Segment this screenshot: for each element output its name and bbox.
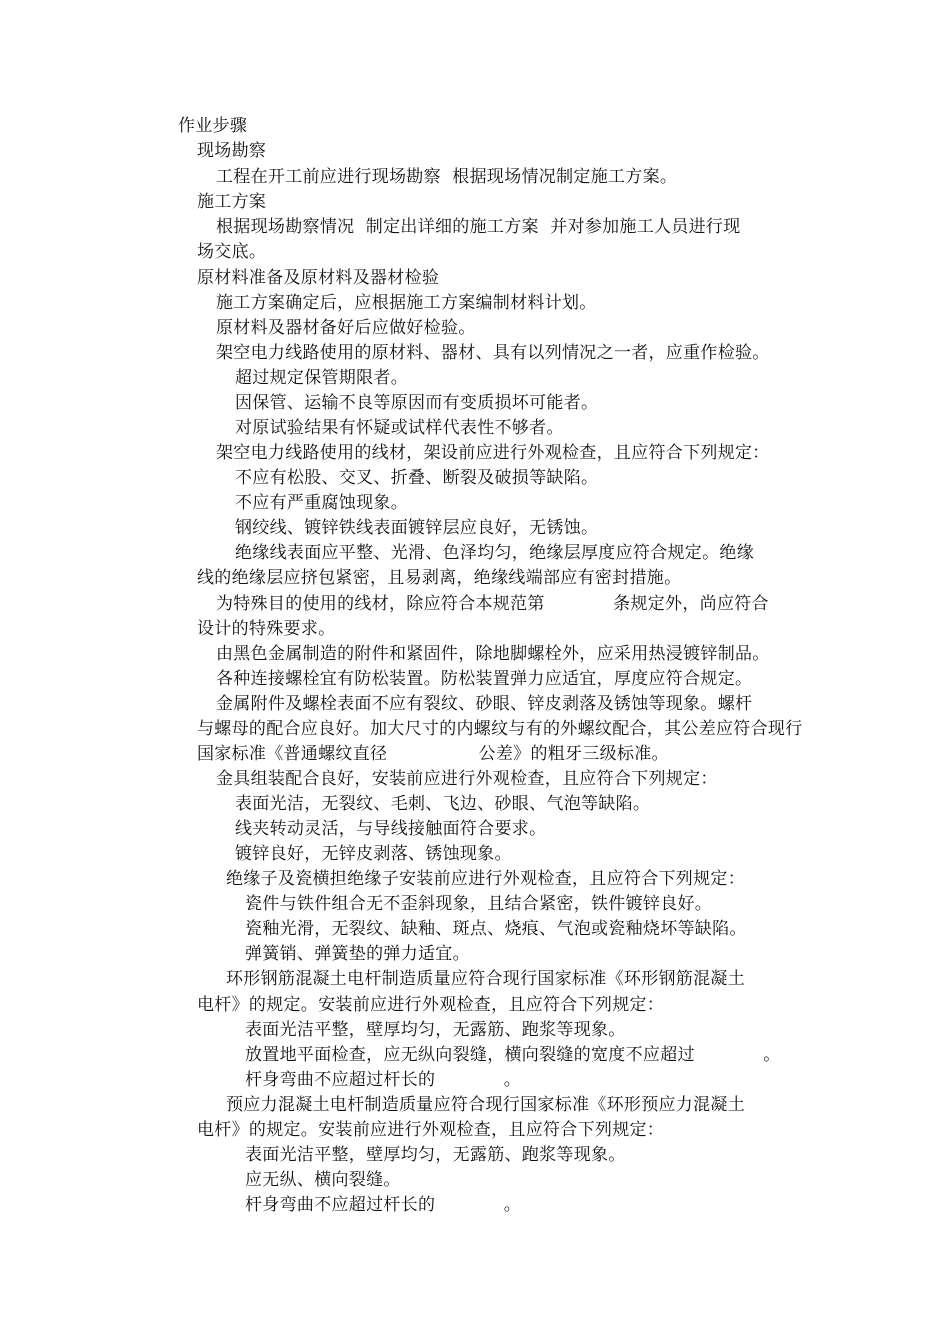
paragraph-line: 场交底。 <box>197 242 267 262</box>
list-item: 应无纵、横向裂缝。 <box>245 1170 401 1190</box>
paragraph-line: 国家标准《普通螺纹直径 公差》的粗牙三级标准。 <box>197 744 669 764</box>
list-item: 表面光洁，无裂纹、毛刺、飞边、砂眼、气泡等缺陷。 <box>235 794 651 814</box>
list-item: 放置地平面检查，应无纵向裂缝，横向裂缝的宽度不应超过 。 <box>245 1045 781 1065</box>
heading-construction-plan: 施工方案 <box>197 192 267 212</box>
paragraph-line: 线的绝缘层应挤包紧密，且易剥离，绝缘线端部应有密封措施。 <box>197 568 682 588</box>
paragraph-line: 环形钢筋混凝土电杆制造质量应符合现行国家标准《环形钢筋混凝土 <box>226 969 745 989</box>
list-item: 弹簧销、弹簧垫的弹力适宜。 <box>245 944 470 964</box>
paragraph-line: 架空电力线路使用的线材，架设前应进行外观检查，且应符合下列规定： <box>216 443 770 463</box>
list-item: 不应有松股、交叉、折叠、断裂及破损等缺陷。 <box>235 468 599 488</box>
paragraph-line: 设计的特殊要求。 <box>197 619 336 639</box>
list-item: 对原试验结果有怀疑或试样代表性不够者。 <box>235 418 564 438</box>
paragraph-line: 电杆》的规定。安装前应进行外观检查，且应符合下列规定： <box>197 1120 665 1140</box>
list-item: 不应有严重腐蚀现象。 <box>235 493 408 513</box>
list-item: 镀锌良好，无锌皮剥落、锈蚀现象。 <box>235 844 512 864</box>
list-item: 瓷釉光滑，无裂纹、缺釉、斑点、烧痕、气泡或瓷釉烧坏等缺陷。 <box>245 919 747 939</box>
paragraph-line: 架空电力线路使用的原材料、器材、具有以列情况之一者，应重作检验。 <box>216 343 770 363</box>
list-item: 杆身弯曲不应超过杆长的 。 <box>245 1070 522 1090</box>
paragraph-line: 工程在开工前应进行现场勘察 根据现场情况制定施工方案。 <box>216 167 678 187</box>
list-item: 钢绞线、镀锌铁线表面镀锌层应良好，无锈蚀。 <box>235 518 599 538</box>
paragraph-line: 原材料及器材备好后应做好检验。 <box>216 318 476 338</box>
heading-steps: 作业步骤 <box>178 116 248 136</box>
paragraph-line: 预应力混凝土电杆制造质量应符合现行国家标准《环形预应力混凝土 <box>226 1095 745 1115</box>
paragraph-line: 电杆》的规定。安装前应进行外观检查，且应符合下列规定： <box>197 995 665 1015</box>
heading-materials: 原材料准备及原材料及器材检验 <box>197 268 440 288</box>
list-item: 表面光洁平整，壁厚均匀，无露筋、跑浆等现象。 <box>245 1020 626 1040</box>
paragraph-line: 根据现场勘察情况 制定出详细的施工方案 并对参加施工人员进行现 <box>216 217 741 237</box>
list-item: 超过规定保管期限者。 <box>235 368 408 388</box>
paragraph-line: 绝缘子及瓷横担绝缘子安装前应进行外观检查，且应符合下列规定： <box>226 869 745 889</box>
list-item: 表面光洁平整，壁厚均匀，无露筋、跑浆等现象。 <box>245 1145 626 1165</box>
paragraph-line: 与螺母的配合应良好。加大尺寸的内螺纹与有的外螺纹配合，其公差应符合现行 <box>197 719 803 739</box>
paragraph-line: 由黑色金属制造的附件和紧固件，除地脚螺栓外，应采用热浸镀锌制品。 <box>216 644 770 664</box>
paragraph-line: 金具组装配合良好，安装前应进行外观检查，且应符合下列规定： <box>216 769 718 789</box>
paragraph-line: 为特殊目的使用的线材，除应符合本规范第 条规定外，尚应符合 <box>216 594 769 614</box>
paragraph-line: 施工方案确定后，应根据施工方案编制材料计划。 <box>216 293 597 313</box>
list-item: 杆身弯曲不应超过杆长的 。 <box>245 1195 522 1215</box>
list-item: 线夹转动灵活，与导线接触面符合要求。 <box>235 819 547 839</box>
paragraph-line: 金属附件及螺栓表面不应有裂纹、砂眼、锌皮剥落及锈蚀等现象。螺杆 <box>216 694 753 714</box>
paragraph-line: 各种连接螺栓宜有防松装置。防松装置弹力应适宜，厚度应符合规定。 <box>216 669 753 689</box>
list-item: 绝缘线表面应平整、光滑、色泽均匀，绝缘层厚度应符合规定。绝缘 <box>235 543 754 563</box>
list-item: 因保管、运输不良等原因而有变质损坏可能者。 <box>235 393 599 413</box>
list-item: 瓷件与铁件组合无不歪斜现象，且结合紧密，铁件镀锌良好。 <box>245 894 713 914</box>
heading-site-survey: 现场勘察 <box>197 141 267 161</box>
